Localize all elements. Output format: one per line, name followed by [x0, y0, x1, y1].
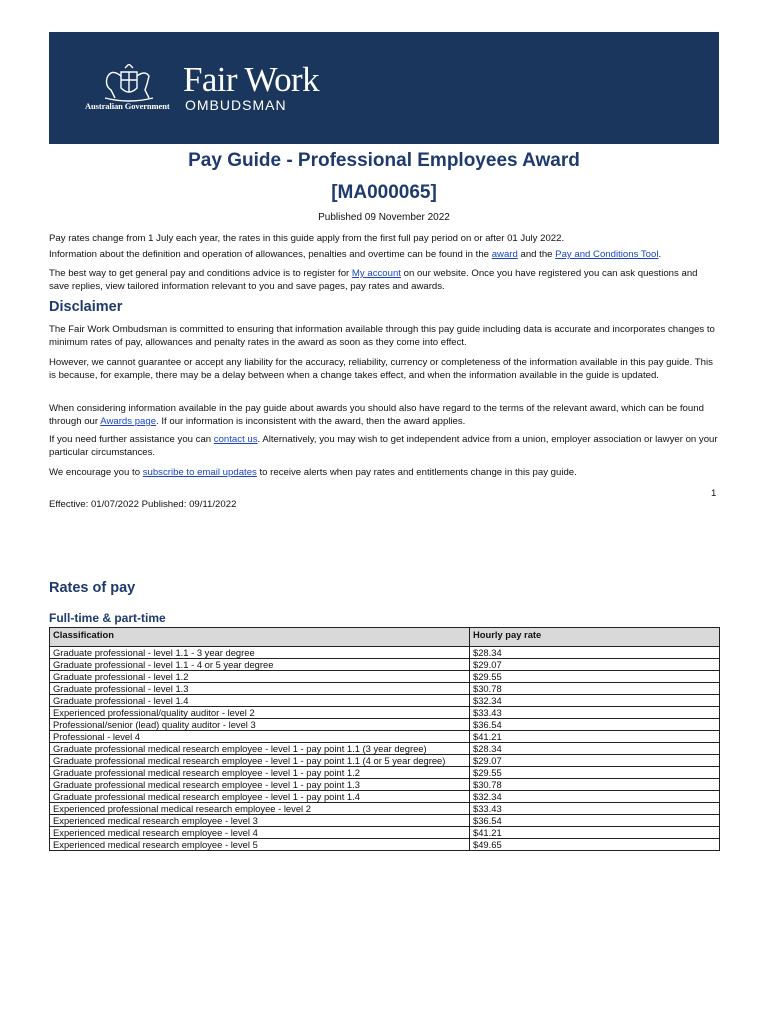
hourly-rate-cell: $29.07 — [470, 659, 720, 671]
brand-title: Fair Work — [183, 60, 319, 99]
disclaimer-paragraph-3 — [49, 402, 719, 428]
table-header-row — [50, 628, 720, 647]
my-account-link[interactable]: My account — [351, 268, 401, 279]
classification-cell: Experienced medical research employee - level 5 — [50, 839, 470, 851]
classification-cell: Experienced professional/quality auditor - level 2 — [50, 707, 470, 719]
table-row — [50, 779, 720, 791]
classification-cell: Professional - level 4 — [50, 731, 470, 743]
classification-cell: Graduate professional - level 1.2 — [50, 671, 470, 683]
intro-text: The best way to get general pay and conditions advice is to register for — [49, 268, 352, 279]
classification-cell: Graduate professional medical research employee - level 1 - pay point 1.2 — [50, 767, 470, 779]
hourly-rate-cell: $32.34 — [470, 695, 720, 707]
page-title: Pay Guide - Professional Employees Award — [188, 150, 580, 171]
table-row — [50, 839, 720, 851]
pay-rates-table — [49, 627, 720, 851]
intro-paragraph-3 — [49, 267, 719, 293]
disclaimer-paragraph-5 — [49, 466, 719, 479]
hourly-rate-cell: $29.07 — [470, 755, 720, 767]
disclaimer-text: We encourage you to — [49, 467, 143, 478]
table-row — [50, 767, 720, 779]
table-row — [50, 827, 720, 839]
subscribe-email-updates-link[interactable]: subscribe to email updates — [142, 467, 257, 478]
classification-cell: Experienced professional medical research employee - level 2 — [50, 803, 470, 815]
rates-heading: Rates of pay — [49, 580, 136, 596]
intro-text: on our website. Once you have registered you can ask questions and save replies, view tailored information relevant to you and save pages, pay rates and awards. — [49, 268, 698, 292]
classification-cell: Experienced medical research employee - level 3 — [50, 815, 470, 827]
table-row — [50, 791, 720, 803]
classification-cell: Graduate professional medical research employee - level 1 - pay point 1.1 (3 year degree) — [50, 743, 470, 755]
table-row — [50, 803, 720, 815]
disclaimer-heading: Disclaimer — [49, 299, 123, 315]
hourly-rate-cell: $29.55 — [470, 767, 720, 779]
table-row — [50, 743, 720, 755]
classification-cell: Graduate professional - level 1.3 — [50, 683, 470, 695]
published-date: Published 09 November 2022 — [318, 212, 450, 223]
disclaimer-text: to receive alerts when pay rates and entitlements change in this pay guide. — [256, 467, 577, 478]
classification-cell: Graduate professional medical research employee - level 1 - pay point 1.1 (4 or 5 year degree) — [50, 755, 470, 767]
rates-subheading: Full-time & part-time — [49, 611, 166, 625]
table-body — [50, 647, 720, 851]
government-label: Australian Government — [85, 101, 170, 111]
hourly-rate-cell: $41.21 — [470, 827, 720, 839]
table-row — [50, 719, 720, 731]
disclaimer-text: If you need further assistance you can — [49, 434, 214, 445]
hourly-rate-cell: $28.34 — [470, 647, 720, 659]
intro-text: and the — [517, 249, 556, 260]
classification-cell: Graduate professional - level 1.1 - 4 or 5 year degree — [50, 659, 470, 671]
hourly-rate-cell: $36.54 — [470, 815, 720, 827]
hourly-rate-cell: $32.34 — [470, 791, 720, 803]
table-row — [50, 659, 720, 671]
intro-paragraph-1: Pay rates change from 1 July each year, the rates in this guide apply from the first full pay period on or after 01 July 2022. — [49, 233, 565, 244]
disclaimer-paragraph-1: The Fair Work Ombudsman is committed to ensuring that information available through this pay guide including data is accurate and incorporates changes to minimum rates of pay, allowances and penalty rates in the award as soon as they come into effect. — [49, 324, 715, 348]
disclaimer-text: When considering information available in the pay guide about awards you should also have regard to the terms of the relevant award, which can be found through our — [49, 403, 704, 427]
intro-paragraph-2 — [49, 248, 719, 261]
classification-cell: Graduate professional - level 1.1 - 3 year degree — [50, 647, 470, 659]
classification-cell: Graduate professional - level 1.4 — [50, 695, 470, 707]
disclaimer-paragraph-4 — [49, 433, 719, 459]
table-row — [50, 671, 720, 683]
disclaimer-paragraph-2: However, we cannot guarantee or accept any liability for the accuracy, reliability, currency or completeness of the information available in this pay guide. This is because, for example, there may be a delay between when a change takes effect, and when the information available in the guide is updated. — [49, 357, 713, 381]
table-row — [50, 647, 720, 659]
coat-of-arms-icon — [101, 64, 157, 102]
hourly-rate-cell: $29.55 — [470, 671, 720, 683]
intro-text: . — [658, 249, 662, 260]
hourly-rate-cell: $30.78 — [470, 683, 720, 695]
column-header-classification: Classification — [50, 628, 470, 647]
hourly-rate-cell: $28.34 — [470, 743, 720, 755]
hourly-rate-cell: $49.65 — [470, 839, 720, 851]
intro-text: Information about the definition and operation of allowances, penalties and overtime can be found in the — [49, 249, 492, 260]
awards-page-link[interactable]: Awards page — [100, 416, 157, 427]
disclaimer-text: . If our information is inconsistent with the award, then the award applies. — [156, 416, 466, 427]
table-row — [50, 695, 720, 707]
brand-subtitle: OMBUDSMAN — [185, 97, 287, 113]
award-code: [MA000065] — [331, 182, 437, 203]
disclaimer-text: . Alternatively, you may wish to get independent advice from a union, employer association or lawyer on your particular circumstances. — [49, 434, 718, 458]
table-row — [50, 815, 720, 827]
award-link[interactable]: award — [491, 249, 518, 260]
hourly-rate-cell: $33.43 — [470, 803, 720, 815]
pay-and-conditions-tool-link[interactable]: Pay and Conditions Tool — [555, 249, 659, 260]
contact-us-link[interactable]: contact us — [213, 434, 258, 445]
hourly-rate-cell: $41.21 — [470, 731, 720, 743]
hourly-rate-cell: $33.43 — [470, 707, 720, 719]
hourly-rate-cell: $30.78 — [470, 779, 720, 791]
table-row — [50, 707, 720, 719]
classification-cell: Professional/senior (lead) quality auditor - level 3 — [50, 719, 470, 731]
page-number: 1 — [711, 488, 717, 499]
classification-cell: Graduate professional medical research employee - level 1 - pay point 1.3 — [50, 779, 470, 791]
column-header-hourly-pay-rate: Hourly pay rate — [470, 628, 720, 647]
classification-cell: Graduate professional medical research employee - level 1 - pay point 1.4 — [50, 791, 470, 803]
table-row — [50, 683, 720, 695]
effective-date: Effective: 01/07/2022 Published: 09/11/2022 — [49, 499, 237, 510]
classification-cell: Experienced medical research employee - level 4 — [50, 827, 470, 839]
hourly-rate-cell: $36.54 — [470, 719, 720, 731]
table-row — [50, 731, 720, 743]
table-row — [50, 755, 720, 767]
